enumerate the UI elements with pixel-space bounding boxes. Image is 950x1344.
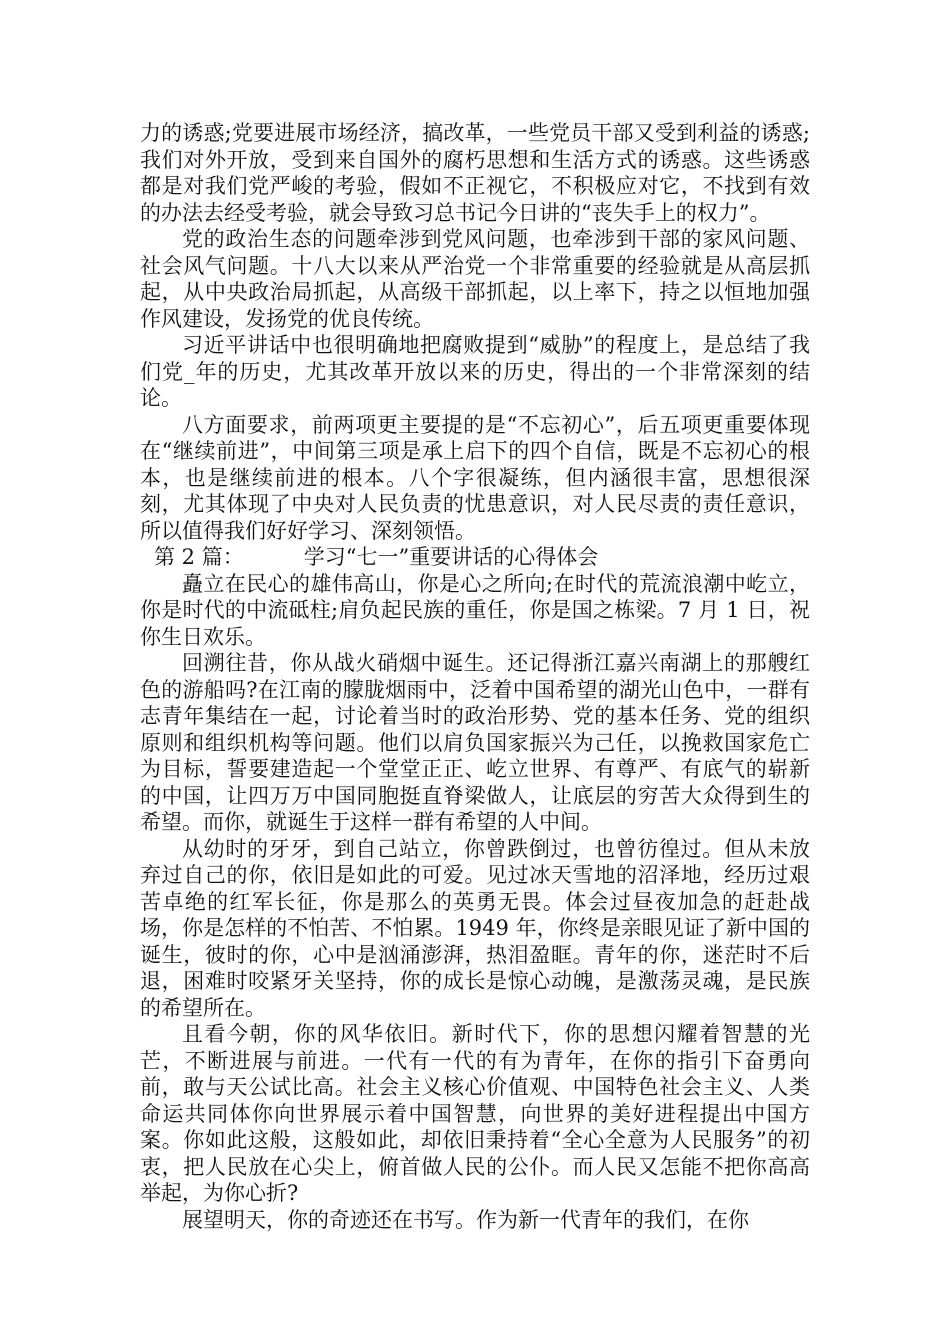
paragraph: 力的诱惑;党要进展市场经济，搞改革，一些党员干部又受到利益的诱惑;我们对外开放，受到来自国外的腐朽思想和生活方式的诱惑。这些诱惑都是对我们党严峻的考验，假如不正视它，不积极应对它，不找到有效的办法去经受考验，就会导致习总书记今日讲的“丧失手上的权力”。 — [140, 121, 810, 225]
section-title: 学习“七一”重要讲话的心得体会 — [303, 545, 599, 569]
paragraph: 且看今朝，你的风华依旧。新时代下，你的思想闪耀着智慧的光芒，不断进展与前进。一代有一代的有为青年，在你的指引下奋勇向前，敢与天公试比高。社会主义核心价值观、中国特色社会主义、人类命运共同体你向世界展示着中国智慧，向世界的美好进程提出中国方案。你如此这般，这般如此，却依旧秉持着“全心全意为人民服务”的初衷，把人民放在心尖上，俯首做人民的公仆。而人民又怎能不把你高高举起，为你心折? — [140, 1022, 810, 1205]
paragraph: 从幼时的牙牙，到自己站立，你曾跌倒过，也曾彷徨过。但从未放弃过自己的你，依旧是如此的可爱。见过冰天雪地的沼泽地，经历过艰苦卓绝的红军长征，你是那么的英勇无畏。体会过昼夜加急的赶赴战场，你是怎样的不怕苦、不怕累。1949 年，你终是亲眼见证了新中国的诞生，彼时的你，心中是汹涌澎湃，热泪盈眶。青年的你，迷茫时不后退，困难时咬紧牙关坚持，你的成长是惊心动魄，是激荡灵魂，是民族的希望所在。 — [140, 836, 810, 1020]
paragraph: 回溯往昔，你从战火硝烟中诞生。还记得浙江嘉兴南湖上的那艘红色的游船吗?在江南的朦胧烟雨中，泛着中国希望的湖光山色中，一群有志青年集结在一起，讨论着当时的政治形势、党的基本任务、党的组织原则和组织机构等问题。他们以肩负国家振兴为己任，以挽救国家危亡为目标，誓要建造起一个堂堂正正、屹立世界、有尊严、有底气的崭新的中国，让四万万中国同胞挺直脊梁做人，让底层的穷苦大众得到生的希望。而你，就诞生于这样一群有希望的人中间。 — [140, 651, 810, 834]
section-number: 第 2 篇： — [154, 545, 244, 569]
paragraph: 矗立在民心的雄伟高山，你是心之所向;在时代的荒流浪潮中屹立，你是时代的中流砥柱;肩负起民族的重任，你是国之栋梁。7 月 1 日，祝你生日欢乐。 — [140, 571, 810, 649]
paragraph: 八方面要求，前两项更主要提的是“不忘初心”，后五项更重要体现在“继续前进”，中间第三项是承上启下的四个自信，既是不忘初心的根本，也是继续前进的根本。八个字很凝练，但内涵很丰富，思想很深刻，尤其体现了中央对人民负责的忧患意识，对人民尽责的责任意识，所以值得我们好好学习、深刻领悟。 — [140, 412, 810, 543]
paragraph: 展望明天，你的奇迹还在书写。作为新一代青年的我们，在你 — [182, 1207, 749, 1232]
paragraph: 党的政治生态的问题牵涉到党风问题，也牵涉到干部的家风问题、社会风气问题。十八大以来从严治党一个非常重要的经验就是从高层抓起，从中央政治局抓起，从高级干部抓起，以上率下，持之以恒地加强作风建设，发扬党的优良传统。 — [140, 227, 810, 331]
section-heading — [140, 544, 810, 571]
document-page — [140, 120, 810, 1233]
paragraph: 习近平讲话中也很明确地把腐败提到“威胁”的程度上，是总结了我们党_年的历史，尤其改革开放以来的历史，得出的一个非常深刻的结论。 — [140, 333, 810, 410]
